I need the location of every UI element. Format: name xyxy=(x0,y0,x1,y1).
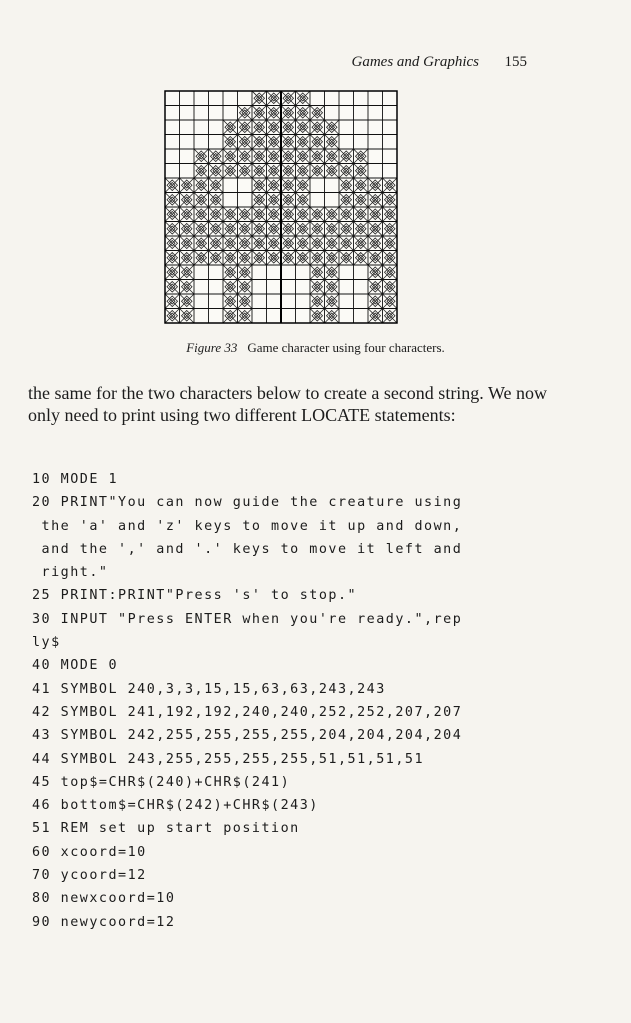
code-line: 46 bottom$=CHR$(242)+CHR$(243) xyxy=(32,798,319,814)
filled-cell xyxy=(325,236,340,251)
filled-cell xyxy=(267,106,282,121)
filled-cell xyxy=(310,309,325,324)
code-line: 80 newxcoord=10 xyxy=(32,891,176,907)
filled-cell xyxy=(267,236,282,251)
filled-cell xyxy=(281,178,296,193)
filled-cell xyxy=(296,222,311,237)
filled-cell xyxy=(252,149,267,164)
filled-cell xyxy=(194,207,209,222)
filled-cell xyxy=(325,149,340,164)
filled-cell xyxy=(325,294,340,309)
filled-cell xyxy=(267,164,282,179)
filled-cell xyxy=(310,222,325,237)
filled-cell xyxy=(383,193,398,208)
filled-cell xyxy=(238,135,253,150)
filled-cell xyxy=(325,222,340,237)
filled-cell xyxy=(339,251,354,266)
filled-cell xyxy=(223,207,238,222)
code-line: 30 INPUT "Press ENTER when you're ready.",rep xyxy=(32,611,463,627)
filled-cell xyxy=(238,294,253,309)
filled-cell xyxy=(252,106,267,121)
filled-cell xyxy=(296,91,311,106)
code-line: 43 SYMBOL 242,255,255,255,255,204,204,204,204 xyxy=(32,728,463,744)
filled-cell xyxy=(180,222,195,237)
filled-cell xyxy=(223,265,238,280)
filled-cell xyxy=(368,265,383,280)
filled-cell xyxy=(223,280,238,295)
filled-cell xyxy=(281,236,296,251)
filled-cell xyxy=(354,222,369,237)
filled-cell xyxy=(165,193,180,208)
filled-cell xyxy=(368,222,383,237)
code-line: 51 REM set up start position xyxy=(32,821,300,837)
filled-cell xyxy=(194,164,209,179)
filled-cell xyxy=(223,149,238,164)
filled-cell xyxy=(296,207,311,222)
filled-cell xyxy=(339,236,354,251)
filled-cell xyxy=(339,222,354,237)
filled-cell xyxy=(296,236,311,251)
filled-cell xyxy=(296,193,311,208)
filled-cell xyxy=(238,164,253,179)
filled-cell xyxy=(165,207,180,222)
filled-cell xyxy=(165,178,180,193)
filled-cell xyxy=(267,193,282,208)
filled-cell xyxy=(252,193,267,208)
filled-cell xyxy=(383,222,398,237)
filled-cell xyxy=(368,280,383,295)
filled-cell xyxy=(339,149,354,164)
code-line: the 'a' and 'z' keys to move it up and down, xyxy=(32,518,463,534)
figure-33-grid xyxy=(164,90,398,324)
code-line: 70 ycoord=12 xyxy=(32,868,147,884)
filled-cell xyxy=(383,265,398,280)
filled-cell xyxy=(223,135,238,150)
code-line: 40 MODE 0 xyxy=(32,658,119,674)
filled-cell xyxy=(310,251,325,266)
filled-cell xyxy=(223,251,238,266)
filled-cell xyxy=(296,106,311,121)
filled-cell xyxy=(267,251,282,266)
filled-cell xyxy=(281,91,296,106)
filled-cell xyxy=(281,135,296,150)
filled-cell xyxy=(252,91,267,106)
filled-cell xyxy=(165,294,180,309)
filled-cell xyxy=(238,106,253,121)
filled-cell xyxy=(209,222,224,237)
filled-cell xyxy=(383,309,398,324)
filled-cell xyxy=(281,149,296,164)
filled-cell xyxy=(223,222,238,237)
filled-cell xyxy=(383,207,398,222)
filled-cell xyxy=(223,294,238,309)
code-line: 42 SYMBOL 241,192,192,240,240,252,252,207,207 xyxy=(32,704,463,720)
filled-cell xyxy=(252,164,267,179)
code-line: 10 MODE 1 xyxy=(32,472,119,487)
filled-cell xyxy=(238,149,253,164)
figure-caption xyxy=(0,340,631,356)
filled-cell xyxy=(209,149,224,164)
filled-cell xyxy=(354,236,369,251)
filled-cell xyxy=(252,207,267,222)
filled-cell xyxy=(296,149,311,164)
filled-cell xyxy=(267,149,282,164)
filled-cell xyxy=(339,164,354,179)
filled-cell xyxy=(281,251,296,266)
filled-cell xyxy=(281,207,296,222)
code-line: 45 top$=CHR$(240)+CHR$(241) xyxy=(32,774,291,790)
filled-cell xyxy=(325,207,340,222)
filled-cell xyxy=(209,207,224,222)
filled-cell xyxy=(209,251,224,266)
filled-cell xyxy=(238,207,253,222)
filled-cell xyxy=(310,135,325,150)
filled-cell xyxy=(325,135,340,150)
code-line: right." xyxy=(32,565,109,581)
filled-cell xyxy=(209,236,224,251)
filled-cell xyxy=(252,236,267,251)
filled-cell xyxy=(383,294,398,309)
filled-cell xyxy=(165,265,180,280)
filled-cell xyxy=(325,251,340,266)
code-line: 44 SYMBOL 243,255,255,255,255,51,51,51,51 xyxy=(32,751,425,767)
filled-cell xyxy=(296,135,311,150)
filled-cell xyxy=(180,236,195,251)
filled-cell xyxy=(165,309,180,324)
filled-cell xyxy=(339,207,354,222)
filled-cell xyxy=(267,120,282,135)
character-grid-svg xyxy=(164,90,398,324)
page-header xyxy=(0,54,631,78)
filled-cell xyxy=(165,280,180,295)
code-line: 20 PRINT"You can now guide the creature using xyxy=(32,495,463,511)
filled-cell xyxy=(180,193,195,208)
filled-cell xyxy=(267,178,282,193)
filled-cell xyxy=(180,280,195,295)
filled-cell xyxy=(325,265,340,280)
filled-cell xyxy=(325,120,340,135)
filled-cell xyxy=(325,280,340,295)
filled-cell xyxy=(238,222,253,237)
filled-cell xyxy=(325,164,340,179)
filled-cell xyxy=(339,193,354,208)
filled-cell xyxy=(238,309,253,324)
filled-cell xyxy=(383,251,398,266)
filled-cell xyxy=(368,236,383,251)
filled-cell xyxy=(296,178,311,193)
filled-cell xyxy=(354,207,369,222)
filled-cell xyxy=(180,207,195,222)
filled-cell xyxy=(165,222,180,237)
filled-cell xyxy=(368,251,383,266)
filled-cell xyxy=(180,309,195,324)
filled-cell xyxy=(310,294,325,309)
filled-cell xyxy=(267,135,282,150)
filled-cell xyxy=(252,251,267,266)
filled-cell xyxy=(238,265,253,280)
code-line: ly$ xyxy=(32,635,61,651)
filled-cell xyxy=(310,265,325,280)
filled-cell xyxy=(368,193,383,208)
page-number: 155 xyxy=(504,54,527,70)
filled-cell xyxy=(281,164,296,179)
filled-cell xyxy=(383,280,398,295)
basic-code-listing xyxy=(32,468,462,934)
filled-cell xyxy=(223,236,238,251)
filled-cell xyxy=(383,178,398,193)
filled-cell xyxy=(368,294,383,309)
running-title: Games and Graphics xyxy=(351,54,479,70)
filled-cell xyxy=(368,178,383,193)
filled-cell xyxy=(252,222,267,237)
filled-cell xyxy=(180,251,195,266)
figure-caption-text: Game character using four characters. xyxy=(247,340,445,355)
filled-cell xyxy=(354,149,369,164)
filled-cell xyxy=(194,149,209,164)
body-paragraph: the same for the two characters below to create a second string. We now only need to print using two different LOCATE statements: xyxy=(28,383,548,425)
filled-cell xyxy=(223,309,238,324)
filled-cell xyxy=(383,236,398,251)
filled-cell xyxy=(180,265,195,280)
code-line: 25 PRINT:PRINT"Press 's' to stop." xyxy=(32,588,358,604)
filled-cell xyxy=(252,178,267,193)
filled-cell xyxy=(310,280,325,295)
filled-cell xyxy=(238,236,253,251)
filled-cell xyxy=(296,120,311,135)
filled-cell xyxy=(310,120,325,135)
filled-cell xyxy=(238,251,253,266)
filled-cell xyxy=(252,120,267,135)
filled-cell xyxy=(267,91,282,106)
filled-cell xyxy=(325,309,340,324)
code-line: and the ',' and '.' keys to move it left and xyxy=(32,541,463,557)
code-line: 60 xcoord=10 xyxy=(32,844,147,860)
figure-label: Figure 33 xyxy=(186,340,238,355)
filled-cell xyxy=(223,164,238,179)
filled-cell xyxy=(165,251,180,266)
code-line: 90 newycoord=12 xyxy=(32,914,176,930)
filled-cell xyxy=(238,280,253,295)
filled-cell xyxy=(281,106,296,121)
filled-cell xyxy=(209,178,224,193)
filled-cell xyxy=(223,120,238,135)
filled-cell xyxy=(310,236,325,251)
filled-cell xyxy=(296,251,311,266)
filled-cell xyxy=(194,222,209,237)
filled-cell xyxy=(310,149,325,164)
filled-cell xyxy=(194,178,209,193)
filled-cell xyxy=(310,164,325,179)
filled-cell xyxy=(238,120,253,135)
filled-cell xyxy=(296,164,311,179)
filled-cell xyxy=(368,309,383,324)
filled-cell xyxy=(194,193,209,208)
filled-cell xyxy=(180,178,195,193)
filled-cell xyxy=(354,251,369,266)
filled-cell xyxy=(209,164,224,179)
filled-cell xyxy=(281,120,296,135)
filled-cell xyxy=(339,178,354,193)
filled-cell xyxy=(165,236,180,251)
filled-cell xyxy=(194,251,209,266)
filled-cell xyxy=(310,106,325,121)
filled-cell xyxy=(354,164,369,179)
filled-cell xyxy=(310,207,325,222)
filled-cell xyxy=(267,207,282,222)
filled-cell xyxy=(267,222,282,237)
filled-cell xyxy=(180,294,195,309)
filled-cell xyxy=(252,135,267,150)
code-line: 41 SYMBOL 240,3,3,15,15,63,63,243,243 xyxy=(32,681,386,697)
filled-cell xyxy=(354,178,369,193)
filled-cell xyxy=(209,193,224,208)
filled-cell xyxy=(194,236,209,251)
filled-cell xyxy=(281,193,296,208)
filled-cell xyxy=(281,222,296,237)
filled-cell xyxy=(368,207,383,222)
filled-cell xyxy=(354,193,369,208)
